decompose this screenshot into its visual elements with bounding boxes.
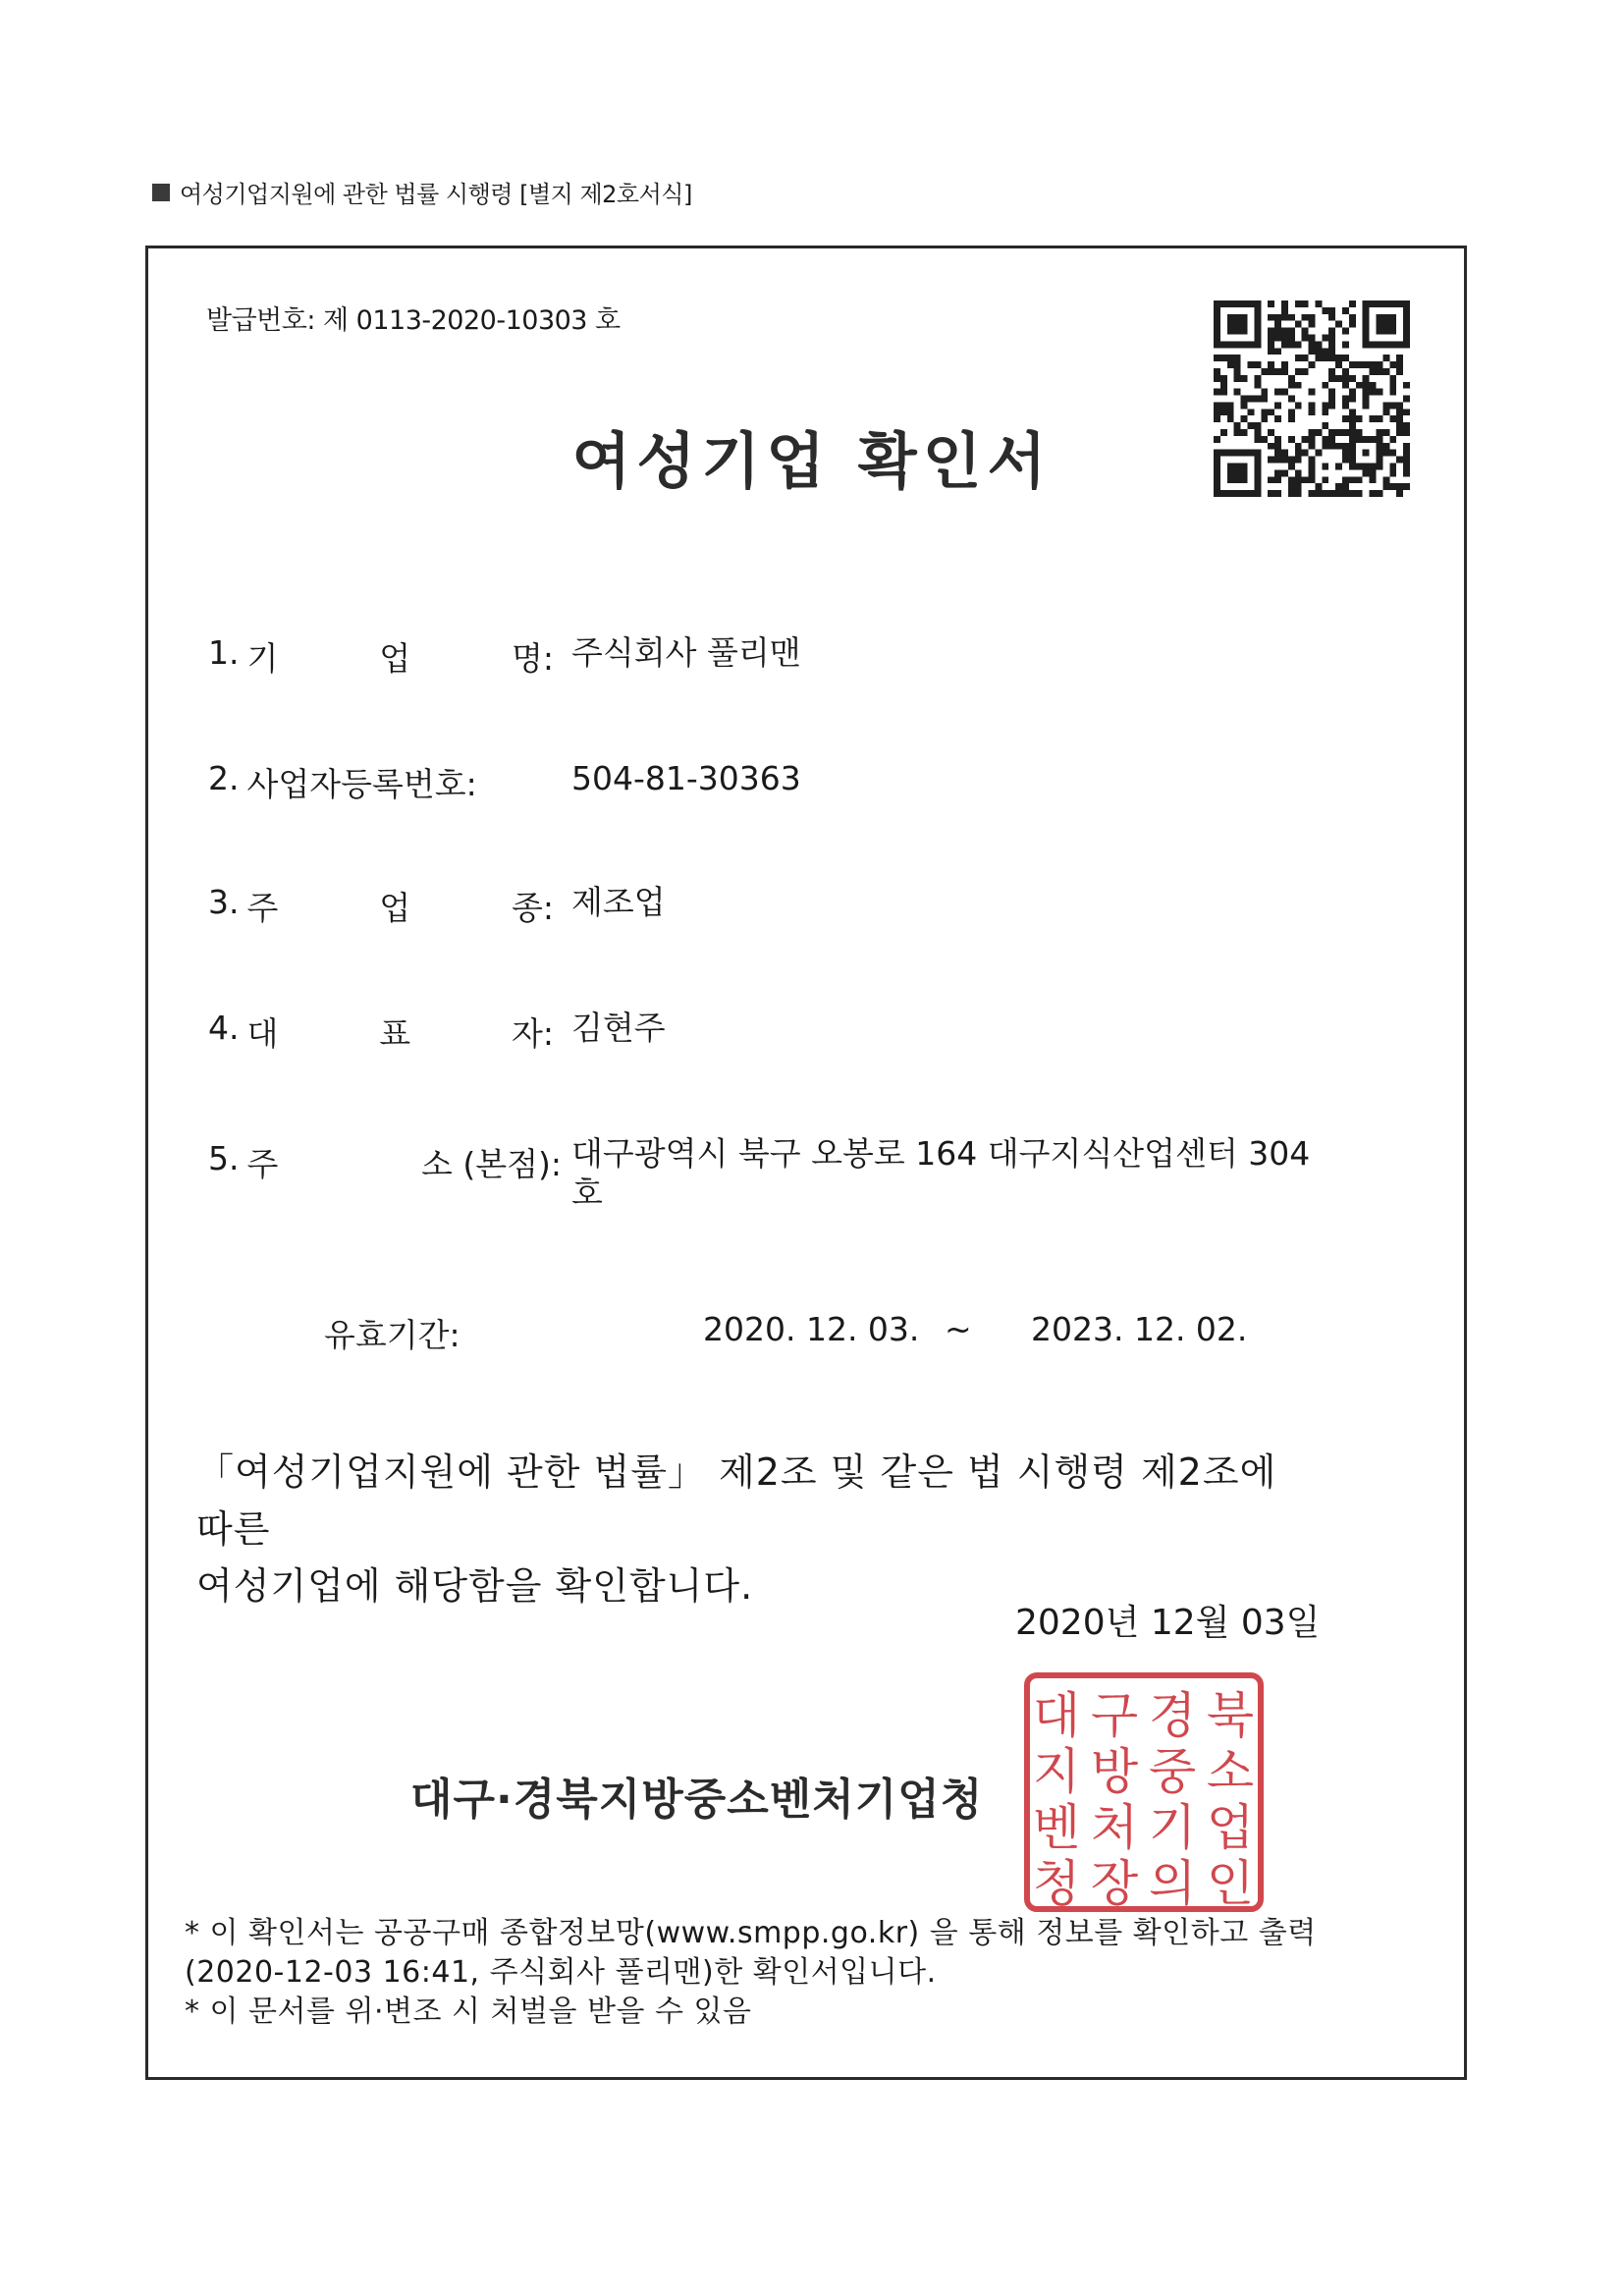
seal-char: 방: [1090, 1743, 1139, 1800]
issue-number: 발급번호: 제 0113-2020-10303 호: [206, 305, 621, 336]
seal-char: 구: [1090, 1687, 1139, 1744]
field-label: 4. 대 표 자:: [208, 1009, 554, 1053]
validity-end: 2023. 12. 02.: [1031, 1310, 1248, 1348]
seal-char: 북: [1206, 1687, 1255, 1744]
seal-char: 벤: [1032, 1799, 1081, 1856]
issue-date: 2020년 12월 03일: [1015, 1603, 1321, 1643]
validity-label: 유효기간:: [324, 1316, 460, 1354]
seal-char: 업: [1206, 1799, 1255, 1856]
business-reg-number-value: 504-81-30363: [571, 759, 801, 797]
footnote-1-line-2: (2020-12-03 16:41, 주식회사 풀리맨)한 확인서입니다.: [185, 1955, 937, 1990]
seal-characters: [1033, 1687, 1254, 1912]
square-bullet-icon: [152, 184, 170, 201]
seal-char: 중: [1148, 1743, 1197, 1800]
seal-char: 소: [1206, 1743, 1255, 1800]
seal-char: 의: [1148, 1855, 1197, 1912]
field-label: 3. 주 업 종:: [208, 883, 554, 927]
footnote-2: * 이 문서를 위·변조 시 처벌을 받을 수 있음: [185, 1995, 752, 2029]
form-reference-text: 여성기업지원에 관한 법률 시행령 [별지 제2호서식]: [180, 181, 692, 208]
confirmation-statement: [196, 1444, 1326, 1614]
issuing-authority: 대구·경북지방중소벤처기업청: [410, 1775, 984, 1825]
field-label: 2. 사업자등록번호:: [208, 759, 477, 803]
main-industry-value: 제조업: [571, 883, 666, 921]
address-value: 대구광역시 북구 오봉로 164 대구지식산업센터 304 호: [571, 1134, 1311, 1212]
seal-char: 기: [1148, 1799, 1197, 1856]
company-name-value: 주식회사 풀리맨: [571, 633, 801, 672]
seal-char: 경: [1148, 1687, 1197, 1744]
field-label: 1. 기 업 명:: [208, 633, 554, 678]
seal-char: 청: [1032, 1855, 1081, 1912]
seal-char: 인: [1206, 1855, 1255, 1912]
field-label: 5. 주 소 (본점):: [208, 1139, 562, 1183]
representative-value: 김현주: [571, 1009, 666, 1047]
seal-char: 처: [1090, 1799, 1139, 1856]
footnote-1-line-1: * 이 확인서는 공공구매 종합정보망(www.smpp.go.kr) 을 통해 정보를 확인하고 출력: [185, 1916, 1317, 1950]
statement-line-1: 「여성기업지원에 관한 법률」 제2조 및 같은 법 시행령 제2조에 따른: [196, 1450, 1277, 1551]
validity-start: 2020. 12. 03.: [703, 1310, 920, 1348]
validity-separator: ~: [945, 1310, 972, 1348]
seal-char: 지: [1032, 1743, 1081, 1800]
form-reference-note: [152, 175, 692, 209]
seal-char: 장: [1090, 1855, 1139, 1912]
official-seal-stamp: [1021, 1669, 1267, 1915]
document-title: 여성기업 확인서: [571, 425, 1053, 497]
statement-line-2: 여성기업에 해당함을 확인합니다.: [196, 1564, 754, 1608]
seal-char: 대: [1032, 1687, 1081, 1744]
